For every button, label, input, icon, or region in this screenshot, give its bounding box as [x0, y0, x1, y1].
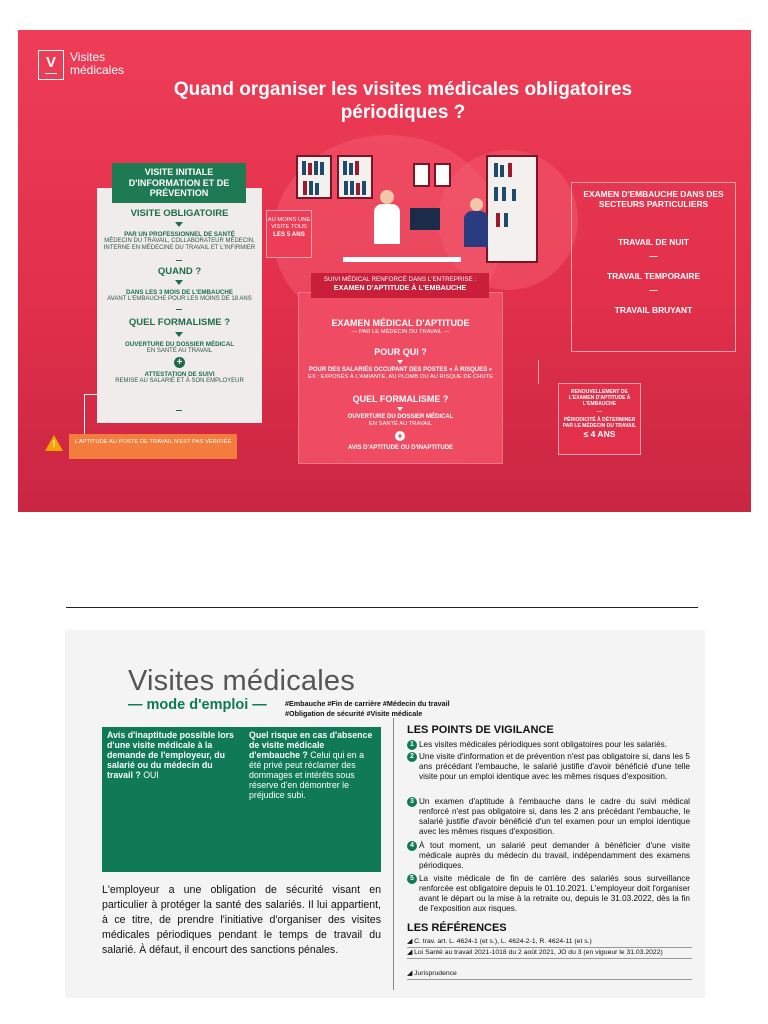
- cabinet-icon: [486, 155, 538, 263]
- plus-icon: +: [395, 431, 405, 441]
- visite-obligatoire: VISITE OBLIGATOIRE: [130, 208, 229, 219]
- desk: [343, 257, 461, 262]
- logo-text: Visites médicales: [70, 50, 125, 77]
- separator: —: [597, 409, 602, 415]
- tags-line1: #Embauche #Fin de carrière #Médecin du travail: [285, 699, 450, 708]
- arrow-down-icon: [397, 407, 403, 411]
- arrow-down-icon: [397, 360, 403, 364]
- pour-qui-title: POUR QUI ?: [374, 347, 427, 357]
- vigilance-point-text: À tout moment, un salarié peut demander à bénéficier d'une visite médicale auprès du médecin du travail, indépendamment des examens périodiques.: [419, 841, 690, 870]
- patient-body: [464, 211, 488, 247]
- right-item-nuit: TRAVAIL DE NUIT: [618, 237, 689, 247]
- number-badge-icon: 2: [407, 752, 417, 762]
- vigilance-point-text: Un examen d'aptitude à l'embauche dans le cadre du suivi médical renforcé n'est pas obligatoire si, dans les 2 ans précédant l'embauche, le salarié justifie d'avoir bénéficié d'un tel examen pour un emploi identique avec les mêmes risques d'exposition.: [419, 797, 690, 836]
- reference-item: ◢ Jurisprudence: [407, 970, 692, 980]
- ouverture-detail: EN SANTÉ AU TRAVAIL: [146, 348, 213, 354]
- question-1-text: Avis d'inaptitude possible lors d'une visite médicale à la demande de l'employeur, du salarié ou du médecin du travail ?: [107, 730, 234, 780]
- frequency-box: [266, 210, 312, 258]
- connector-line: [84, 394, 98, 434]
- plus-icon: +: [174, 357, 185, 368]
- examen-detail: — PAR LE MÉDECIN DU TRAVAIL —: [351, 329, 450, 335]
- renewal-line2: PÉRIODICITÉ À DÉTERMINER PAR LE MÉDECIN DU TRAVAIL: [562, 417, 637, 429]
- number-badge-icon: 5: [407, 874, 417, 884]
- examen-title: EXAMEN MÉDICAL D'APTITUDE: [331, 318, 470, 328]
- patient-icon: [470, 198, 483, 211]
- left-card-header: VISITE INITIALE D'INFORMATION ET DE PRÉVENTION: [112, 163, 246, 203]
- computer-icon: [410, 208, 440, 230]
- pour-qui-detail: EX : EXPOSÉS À L'AMIANTE, AU PLOMB OU AU RISQUE DE CHUTE: [307, 374, 494, 380]
- renewal-box: [558, 383, 641, 455]
- doctor-coat: [374, 204, 400, 244]
- warning-mark: !: [52, 439, 56, 449]
- avis: AVIS D'APTITUDE OU D'INAPTITUDE: [347, 445, 454, 451]
- tags-line2: #Obligation de sécurité #Visite médicale: [285, 709, 423, 718]
- vigilance-point: [407, 740, 690, 750]
- right-item-temporaire: TRAVAIL TEMPORAIRE: [606, 271, 701, 281]
- arrow-down-icon: [175, 280, 183, 285]
- doctor-icon: [380, 190, 394, 204]
- column-separator: [393, 718, 394, 990]
- article-subtitle: — mode d'emploi —: [128, 697, 267, 713]
- arrow-down-icon: [175, 222, 183, 227]
- renewal-value: ≤ 4 ANS: [583, 429, 616, 439]
- vigilance-point: [407, 752, 690, 782]
- question-2-text: Quel risque en cas d'absence de visite médicale d'embauche ?: [249, 730, 373, 760]
- quand-detail-bold: DANS LES 3 MOIS DE L'EMBAUCHE: [125, 289, 233, 296]
- formalisme-title: QUEL FORMALISME ?: [128, 317, 231, 328]
- quand-detail: AVANT L'EMBAUCHE POUR LES MOINS DE 18 ANS: [107, 296, 252, 302]
- right-header: EXAMEN D'EMBAUCHE DANS DES SECTEURS PARTICULIERS: [583, 189, 724, 209]
- pour-qui-detail-bold: POUR DES SALARIÉS OCCUPANT DES POSTES « À RISQUES »: [308, 367, 493, 373]
- divider: [66, 607, 698, 608]
- center-band: [311, 273, 489, 298]
- question-1-answer: OUI: [140, 770, 159, 780]
- ouverture-dossier: OUVERTURE DU DOSSIER MÉDICAL: [125, 341, 234, 348]
- center-ouverture-detail: EN SANTÉ AU TRAVAIL: [368, 421, 433, 427]
- center-ouverture: OUVERTURE DU DOSSIER MÉDICAL: [347, 414, 454, 420]
- vigilance-point: [407, 841, 690, 871]
- quand-title: QUAND ?: [157, 266, 202, 277]
- infographic: [18, 30, 751, 512]
- center-band-line1: SUIVI MÉDICAL RENFORCÉ DANS L'ENTREPRISE :: [323, 276, 477, 283]
- attestation: ATTESTATION DE SUIVI: [144, 371, 215, 378]
- question-1: [107, 730, 239, 780]
- separator: —: [649, 285, 658, 295]
- question-2: [249, 730, 377, 800]
- article-title: Visites médicales: [128, 665, 355, 697]
- center-formalisme: QUEL FORMALISME ?: [352, 394, 449, 404]
- vigilance-point: [407, 874, 690, 914]
- renewal-line1: RENOUVELLEMENT DE L'EXAMEN D'APTITUDE À L'EMBAUCHE: [568, 389, 631, 407]
- separator: [176, 260, 182, 261]
- arrow-down-icon: [175, 332, 183, 337]
- frequency-value: LES 5 ANS: [273, 231, 305, 238]
- logo-icon: V: [38, 50, 64, 80]
- number-badge-icon: 3: [407, 797, 417, 807]
- right-item-bruyant: TRAVAIL BRUYANT: [614, 305, 693, 315]
- document-icon: [413, 163, 430, 187]
- number-badge-icon: 4: [407, 841, 417, 851]
- vigilance-title: LES POINTS DE VIGILANCE: [407, 724, 554, 736]
- bookshelf-icon: [337, 155, 373, 199]
- article-tags: [285, 699, 505, 719]
- number-badge-icon: 1: [407, 740, 417, 750]
- reference-item: ◢ C. trav. art. L. 4624-1 (et s.), L. 4624-2-1, R. 4624-11 (et s.): [407, 938, 692, 948]
- warning-box: L'APTITUDE AU POSTE DE TRAVAIL N'EST PAS VÉRIFIÉE: [69, 434, 237, 459]
- references-title: LES RÉFÉRENCES: [407, 922, 507, 934]
- separator: —: [649, 251, 658, 261]
- infographic-title: Quand organiser les visites médicales obligatoires périodiques ?: [173, 79, 633, 123]
- vigilance-point-text: Les visites médicales périodiques sont obligatoires pour les salariés.: [419, 740, 668, 749]
- vigilance-point-text: Une visite d'information et de prévention n'est pas obligatoire si, dans les 5 ans précédant l'embauche, le salarié justifie d'avoir bénéficié d'une telle visite pour un emploi identique avec les mêmes risques d'exposition.: [419, 752, 690, 781]
- separator: [176, 309, 182, 310]
- document-icon: [434, 163, 451, 187]
- connector-line: [538, 360, 539, 384]
- separator: [176, 410, 182, 411]
- center-band-line2: EXAMEN D'APTITUDE À L'EMBAUCHE: [333, 283, 467, 292]
- question-2-answer: Celui qui en a été privé peut réclamer des dommages et intérêts sous réserve d'en démontrer le préjudice subi.: [249, 750, 365, 800]
- bookshelf-icon: [296, 155, 332, 199]
- reference-item: ◢ Loi Santé au travail 2021-1018 du 2 août 2021, JO du 3 (en vigueur le 31.03.2022): [407, 949, 692, 959]
- vigilance-point: [407, 797, 690, 837]
- frequency-text: AU MOINS UNE VISITE TOUS: [267, 217, 311, 230]
- par-qui-detail: MÉDECIN DU TRAVAIL, COLLABORATEUR MÉDECIN, INTERNE EN MÉDECINE DU TRAVAIL ET L'INFIRMIER: [103, 238, 256, 251]
- attestation-detail: REMISE AU SALARIÉ ET À SON EMPLOYEUR: [115, 378, 244, 384]
- article-body: L'employeur a une obligation de sécurité visant en particulier à protéger la santé des salariés. Il lui appartient, à ce titre, de prendre l'initiative d'organiser des visites médicales périodiques pendant le temps de travail du salarié. À défaut, il encourt des sanctions pénales.: [102, 884, 381, 956]
- par-qui: PAR UN PROFESSIONNEL DE SANTÉ: [124, 231, 235, 238]
- vigilance-point-text: La visite médicale de fin de carrière des salariés sous surveillance renforcée est obligatoire depuis le 01.10.2021. L'employeur doit l'organiser avant le départ ou la mise à la retraite ou, depuis le 31.03.2022, dès la fin de l'exposition aux risques.: [419, 874, 690, 913]
